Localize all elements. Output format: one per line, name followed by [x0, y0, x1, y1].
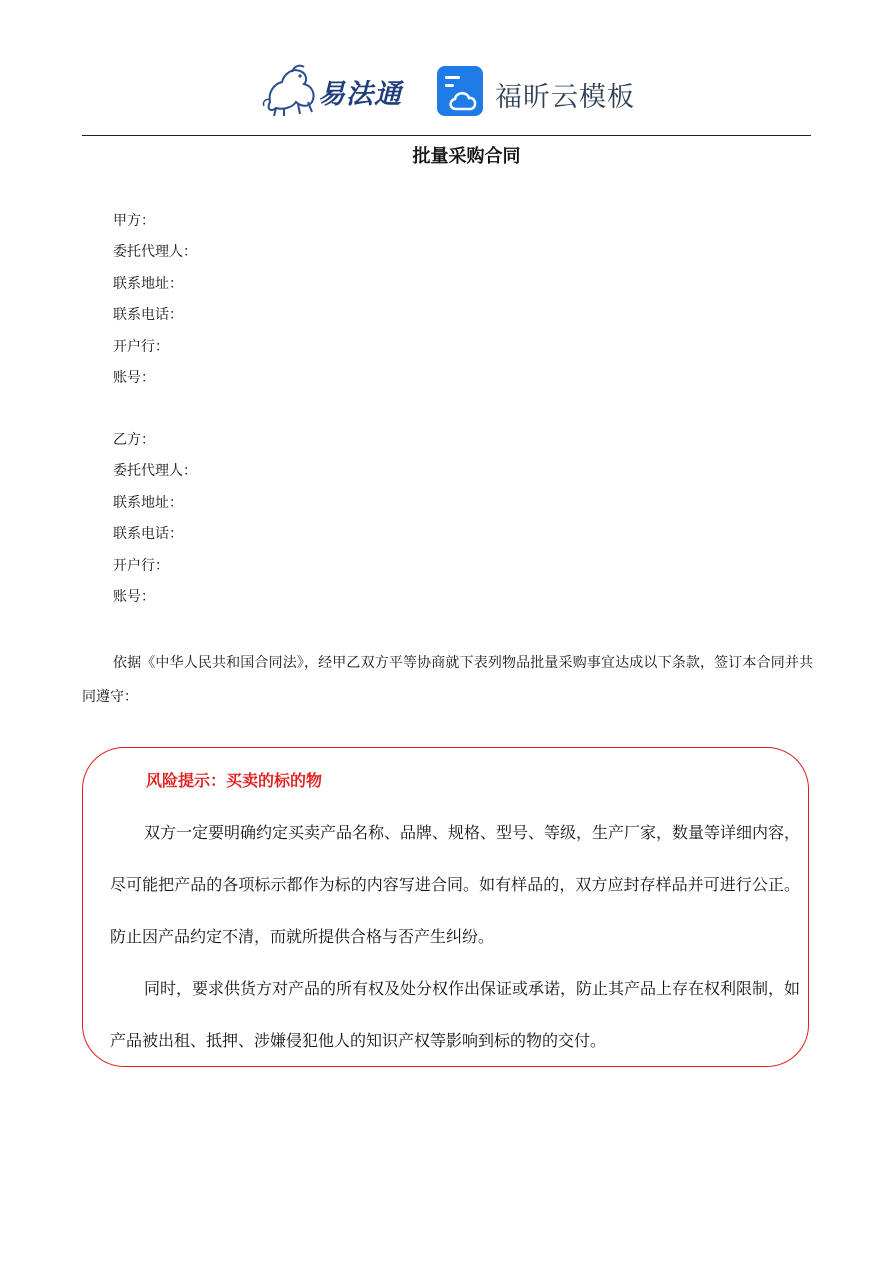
party-a-name-label: 甲方：	[113, 213, 155, 229]
header-logos	[0, 58, 893, 124]
qilin-icon	[262, 62, 322, 118]
party-a-address-label: 联系地址：	[113, 275, 183, 292]
party-b-address-label: 联系地址：	[113, 494, 183, 511]
fuxin-cloud-doc-icon	[436, 65, 484, 117]
yifatong-logo-text: 易法通	[318, 79, 402, 110]
fuxin-logo	[436, 65, 636, 117]
party-a-phone-label: 联系电话：	[113, 307, 183, 324]
document-title: 批量采购合同	[412, 146, 521, 167]
party-a-account-label: 账号：	[113, 369, 155, 386]
party-b-name-label: 乙方：	[113, 432, 155, 448]
party-b-agent-label: 委托代理人：	[113, 463, 197, 480]
header-divider	[82, 135, 811, 136]
party-b-phone-label: 联系电话：	[113, 526, 183, 543]
risk-notice-box	[82, 747, 809, 1067]
fuxin-logo-text: 福昕云模板	[495, 82, 635, 113]
party-b-block	[113, 425, 197, 613]
yifatong-logo	[262, 62, 412, 118]
risk-notice-paragraph-2: 同时，要求供货方对产品的所有权及处分权作出保证或承诺，防止其产品上存在权利限制，如产品被出租、抵押、涉嫌侵犯他人的知识产权等影响到标的物的交付。	[110, 979, 801, 1050]
risk-notice-paragraph-1: 双方一定要明确约定买卖产品名称、品牌、规格、型号、等级，生产厂家，数量等详细内容，尽可能把产品的各项标示都作为标的内容写进合同。如有样品的，双方应封存样品并可进行公正。防止因产品约定不清，而就所提供合格与否产生纠纷。	[110, 823, 801, 946]
intro-paragraph: 依据《中华人民共和国合同法》，经甲乙双方平等协商就下表列物品批量采购事宜达成以下条款，签订本合同并共同遵守：	[82, 655, 813, 705]
party-b-account-label: 账号：	[113, 588, 155, 605]
party-a-bank-label: 开户行：	[113, 338, 169, 355]
party-a-block	[113, 206, 197, 394]
party-b-bank-label: 开户行：	[113, 557, 169, 574]
risk-notice-title: 风险提示：买卖的标的物	[146, 771, 323, 790]
party-a-agent-label: 委托代理人：	[113, 244, 197, 261]
